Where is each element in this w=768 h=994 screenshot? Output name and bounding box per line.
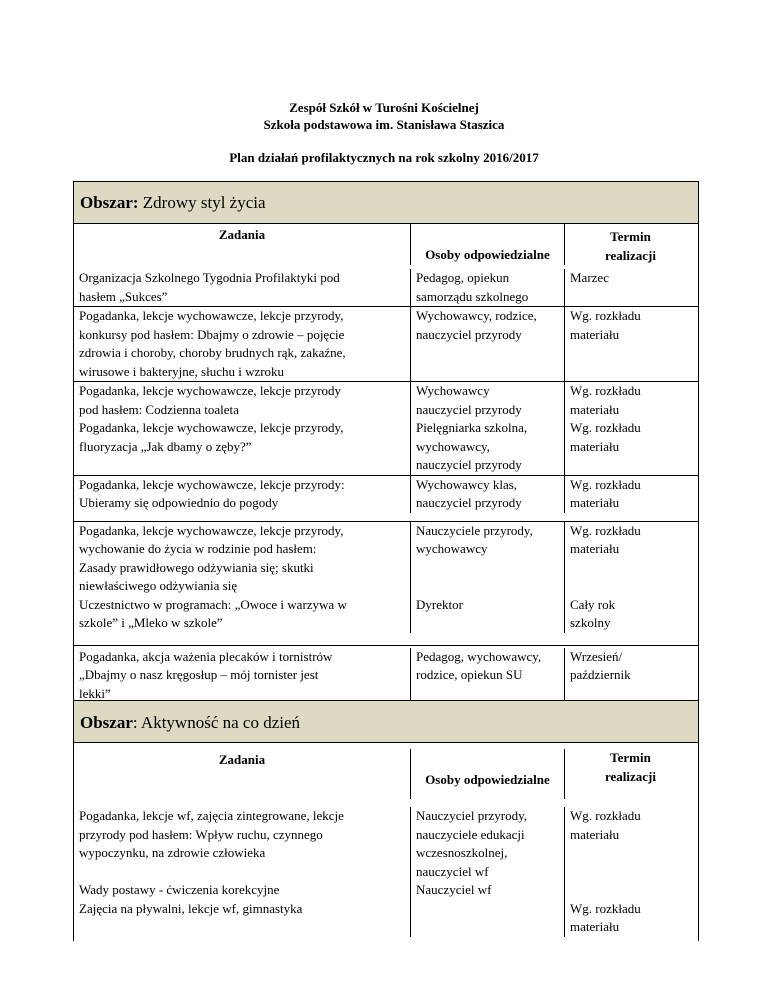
people-cell: Wychowawcy nauczyciel przyrody Pielęgniarka szkolna, wychowawcy, nauczyciel przyrody	[411, 382, 565, 475]
term-cell: Wg. rozkładu materiału Wg. rozkładu materiału	[570, 383, 641, 454]
people-cell: Pedagog, opiekun samorządu szkolnego	[411, 269, 565, 306]
term-cell: Wg. rozkładu materiału Wg. rozkładu materiału	[570, 808, 641, 934]
table-row	[74, 521, 698, 645]
people-cell: Pedagog, wychowawcy, rodzice, opiekun SU	[411, 648, 565, 704]
term-cell: Wg. rozkładu materiału	[570, 308, 641, 342]
plan-title: Plan działań profilaktycznych na rok szkolny 2016/2017	[229, 150, 539, 165]
term-cell: Wrzesień/ październik	[570, 648, 631, 682]
task-cell: Organizacja Szkolnego Tygodnia Profilaktyki pod hasłem „Sukces”	[74, 269, 411, 306]
term-cell: Wg. rozkładu materiału	[570, 476, 641, 510]
area-header	[74, 182, 698, 224]
column-tasks: Zadania	[74, 749, 411, 799]
table-body	[74, 265, 698, 705]
column-people: Osoby odpowiedzialne	[411, 224, 565, 265]
people-cell: Wychowawcy klas, nauczyciel przyrody	[411, 476, 565, 513]
column-term: Termin realizacji	[604, 750, 656, 784]
term-cell: Wg. rozkładu materiału Cały rok szkolny	[570, 522, 641, 630]
task-cell: Pogadanka, lekcje wychowawcze, lekcje przyrody: Ubieramy się odpowiednio do pogody	[74, 476, 411, 513]
table-healthy-lifestyle	[73, 181, 699, 706]
area-label: Obszar:	[80, 193, 139, 212]
task-cell: Pogadanka, lekcje wf, zajęcia zintegrowane, lekcje przyrody pod hasłem: Wpływ ruchu, czynnego wypoczynku, na zdrowie człowieka Wady postawy - ćwiczenia korekcyjne Zajęcia na pływalni, lekcje wf, gimnastyka	[74, 807, 411, 937]
column-header-row	[74, 743, 698, 799]
table-row	[74, 381, 698, 475]
task-cell: Pogadanka, lekcje wychowawcze, lekcje przyrody pod hasłem: Codzienna toaleta Pogadanka, lekcje wychowawcze, lekcje przyrody, fluoryzacja „Jak dbamy o zęby?”	[74, 382, 411, 475]
term-cell: Marzec	[570, 270, 609, 285]
table-row	[74, 265, 698, 306]
area-title: : Aktywność na co dzień	[132, 713, 301, 732]
task-cell: Pogadanka, lekcje wychowawcze, lekcje przyrody, konkursy pod hasłem: Dbajmy o zdrowie – pojęcie zdrowia i choroby, choroby brudnych rąk, zakaźne, wirusowe i bakteryjne, słuchu i wzroku	[74, 307, 411, 381]
column-tasks: Zadania	[74, 224, 411, 265]
table-row	[74, 475, 698, 521]
table-daily-activity	[73, 700, 699, 941]
table-body	[74, 799, 698, 941]
area-header	[74, 700, 698, 743]
people-cell: Nauczyciel przyrody, nauczyciele edukacji wczesnoszkolnej, nauczyciel wf Nauczyciel wf	[411, 807, 565, 937]
people-cell: Wychowawcy, rodzice, nauczyciel przyrody	[411, 307, 565, 381]
school-complex-name: Zespół Szkół w Turośni Kościelnej	[289, 100, 479, 115]
school-name: Szkoła podstawowa im. Stanisława Staszica	[263, 117, 505, 132]
table-row	[74, 645, 698, 706]
column-people: Osoby odpowiedzialne	[411, 749, 565, 799]
column-header-row	[74, 224, 698, 265]
task-cell: Pogadanka, akcja ważenia plecaków i tornistrów „Dbajmy o nasz kręgosłup – mój tornister jest lekki”	[74, 648, 411, 704]
task-cell: Pogadanka, lekcje wychowawcze, lekcje przyrody, wychowanie do życia w rodzinie pod hasłem: Zasady prawidłowego odżywiania się; skutki niewłaściwego odżywiania się Uczestnictwo w programach: „Owoce i warzywa w szkole” i „Mleko w szkole”	[74, 522, 411, 633]
table-row	[74, 306, 698, 381]
people-cell: Nauczyciele przyrody, wychowawcy Dyrektor	[411, 522, 565, 633]
column-term: Termin realizacji	[604, 229, 656, 263]
area-label: Obszar	[80, 713, 133, 732]
table-row	[74, 799, 698, 941]
area-title: Zdrowy styl życia	[142, 193, 266, 212]
